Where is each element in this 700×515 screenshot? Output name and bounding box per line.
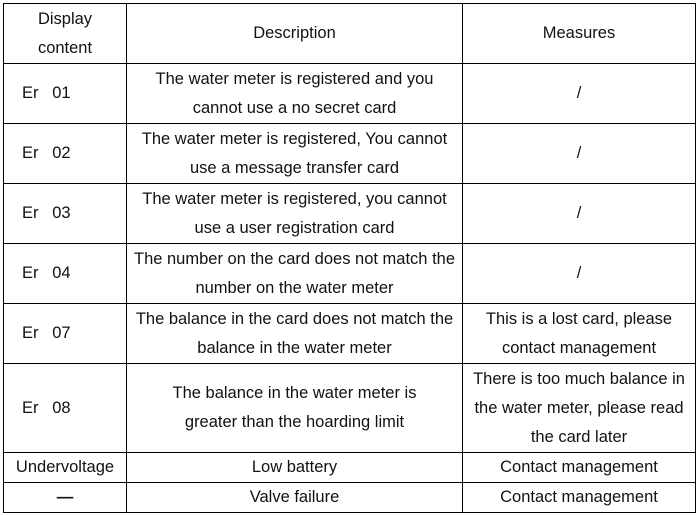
description-cell: The number on the card does not match the number on the water meter: [127, 244, 463, 304]
description-cell: Low battery: [127, 453, 463, 483]
description-cell: Valve failure: [127, 483, 463, 513]
header-measures: Measures: [463, 4, 696, 64]
table-row: [4, 304, 696, 364]
table-row: [4, 364, 696, 453]
measures-cell: Contact management: [463, 483, 696, 513]
dash-value: —: [56, 488, 74, 506]
measures-cell: Contact management: [463, 453, 696, 483]
measures-cell: /: [463, 64, 696, 124]
measures-cell: There is too much balance in the water meter, please read the card later: [463, 364, 696, 453]
display-cell: [4, 483, 127, 513]
measures-cell: /: [463, 184, 696, 244]
table-row: [4, 483, 696, 513]
error-code-table-wrapper: [3, 3, 696, 513]
measures-cell: This is a lost card, please contact management: [463, 304, 696, 364]
display-cell: [4, 364, 127, 453]
description-cell: The water meter is registered, you cannot use a user registration card: [127, 184, 463, 244]
display-cell: [4, 244, 127, 304]
table-row: [4, 244, 696, 304]
display-cell: [4, 184, 127, 244]
description-cell: The water meter is registered, You cannot use a message transfer card: [127, 124, 463, 184]
table-row: [4, 64, 696, 124]
display-cell: [4, 304, 127, 364]
description-cell: The water meter is registered and you cannot use a no secret card: [127, 64, 463, 124]
error-code-table: [3, 3, 696, 513]
display-cell: Undervoltage: [4, 453, 127, 483]
error-code: Er 04: [22, 264, 71, 282]
display-cell: [4, 64, 127, 124]
error-code: Er 01: [22, 84, 71, 102]
display-cell: [4, 124, 127, 184]
error-code: Er 02: [22, 144, 71, 162]
measures-cell: /: [463, 244, 696, 304]
table-header-row: [4, 4, 696, 64]
description-cell: The balance in the water meter is greater than the hoarding limit: [127, 364, 463, 453]
header-display-content: Display content: [4, 4, 127, 64]
error-code: Er 08: [22, 398, 71, 417]
measures-cell: /: [463, 124, 696, 184]
table-row: [4, 453, 696, 483]
description-cell: The balance in the card does not match the balance in the water meter: [127, 304, 463, 364]
error-code: Er 03: [22, 204, 71, 222]
table-row: [4, 184, 696, 244]
table-row: [4, 124, 696, 184]
error-code: Er 07: [22, 324, 71, 342]
header-description: Description: [127, 4, 463, 64]
